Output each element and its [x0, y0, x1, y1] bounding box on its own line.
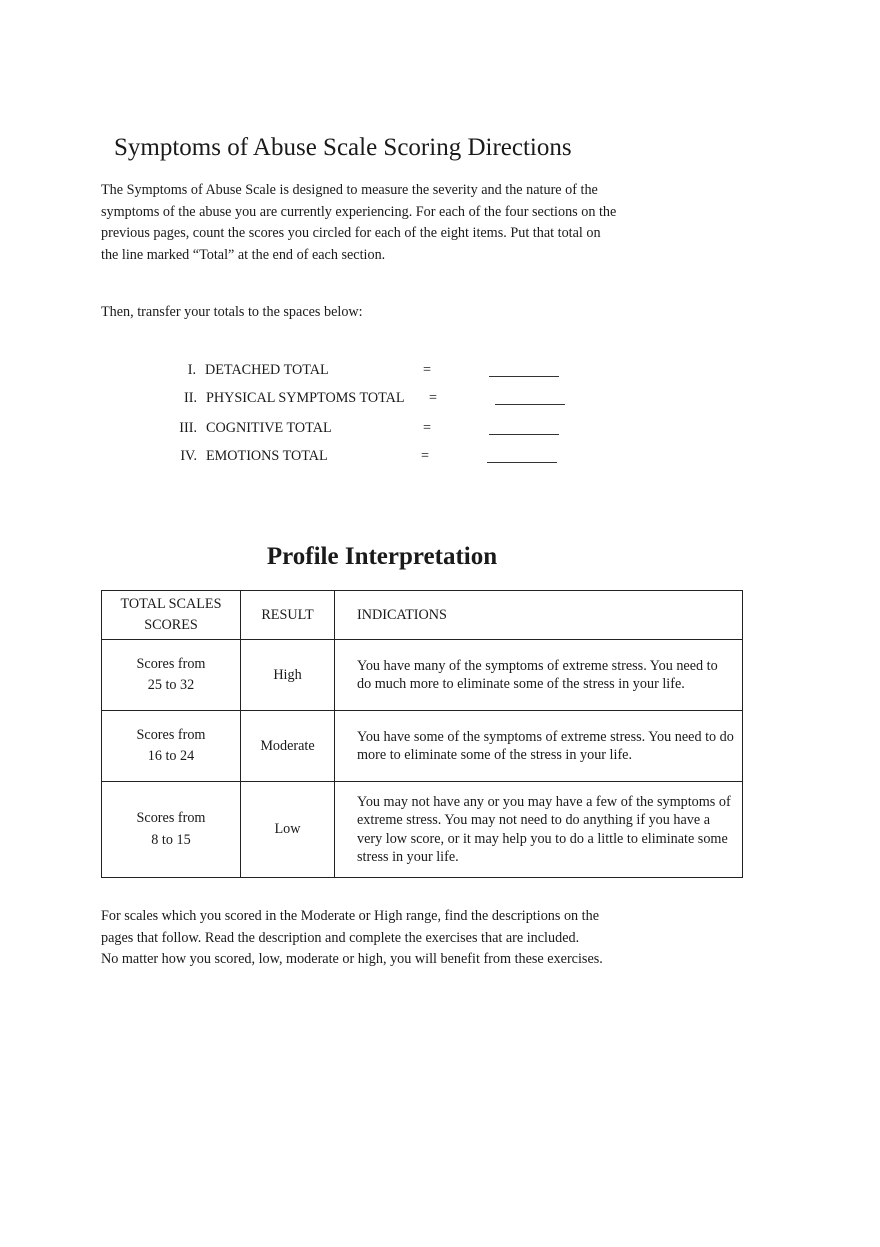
total-label: DETACHED TOTAL	[205, 362, 329, 378]
indications-cell: You have many of the symptoms of extreme stress. You need to do much more to eliminate some of the stress in your life.	[335, 640, 743, 711]
total-blank-line[interactable]	[489, 362, 559, 377]
total-label: EMOTIONS TOTAL	[206, 448, 328, 464]
total-label: COGNITIVE TOTAL	[206, 420, 332, 436]
closing-paragraph	[101, 906, 661, 971]
table-row	[102, 640, 743, 711]
closing-line1: For scales which you scored in the Moderate or High range, find the descriptions on the	[101, 908, 600, 924]
table-header-row	[102, 591, 743, 640]
total-blank-line[interactable]	[489, 420, 559, 435]
header-total-scales-scores	[102, 591, 241, 640]
equals-sign: =	[423, 420, 432, 436]
header-scores-line2: SCORES	[144, 617, 198, 633]
total-numeral: III.	[179, 420, 197, 436]
total-numeral: IV.	[180, 448, 197, 464]
total-numeral: I.	[187, 362, 196, 378]
score-range-line2: 8 to 15	[151, 831, 191, 848]
profile-interpretation-heading: Profile Interpretation	[266, 543, 498, 570]
transfer-instruction: Then, transfer your totals to the spaces below:	[101, 304, 363, 320]
score-range-line2: 16 to 24	[147, 748, 195, 764]
closing-line2: pages that follow. Read the description and complete the exercises that are included.	[101, 929, 580, 946]
score-range-line1: Scores from	[136, 810, 206, 826]
score-range-line2: 25 to 32	[147, 677, 195, 693]
score-range-cell	[102, 711, 241, 782]
total-blank-line[interactable]	[487, 448, 557, 463]
total-label: PHYSICAL SYMPTOMS TOTAL	[206, 390, 405, 406]
page-title: Symptoms of Abuse Scale Scoring Directions	[114, 134, 572, 161]
equals-sign: =	[423, 362, 432, 378]
score-range-line1: Scores from	[136, 726, 206, 743]
header-result: RESULT	[241, 591, 335, 640]
header-scores-line1: TOTAL SCALES	[120, 595, 222, 612]
intro-paragraph: The Symptoms of Abuse Scale is designed to measure the severity and the nature of the symptoms of the abuse you are currently experiencing. For each of the four sections on the previous pages, count the scores you circled for each of the eight items. Put that total on the line marked “Total” at the end of each section.	[101, 182, 617, 263]
closing-line3: No matter how you scored, low, moderate or high, you will benefit from these exercises.	[101, 951, 603, 968]
score-range-line1: Scores from	[136, 655, 206, 672]
table-row	[102, 782, 743, 878]
equals-sign: =	[429, 390, 438, 406]
total-numeral: II.	[184, 390, 197, 406]
indications-cell: You may not have any or you may have a few of the symptoms of extreme stress. You may not need to do anything if you have a very low score, or it may help you to do a little to eliminate some stress in your life.	[335, 782, 743, 878]
indications-cell: You have some of the symptoms of extreme stress. You need to do more to eliminate some of the stress in your life.	[335, 711, 743, 782]
score-range-cell	[102, 782, 241, 878]
score-range-cell	[102, 640, 241, 711]
header-indications: INDICATIONS	[335, 591, 743, 640]
interpretation-table	[101, 590, 743, 878]
total-blank-line[interactable]	[495, 390, 565, 405]
equals-sign: =	[421, 448, 430, 464]
result-cell: Low	[241, 782, 335, 878]
table-row	[102, 711, 743, 782]
result-cell: Moderate	[241, 711, 335, 782]
result-cell: High	[241, 640, 335, 711]
